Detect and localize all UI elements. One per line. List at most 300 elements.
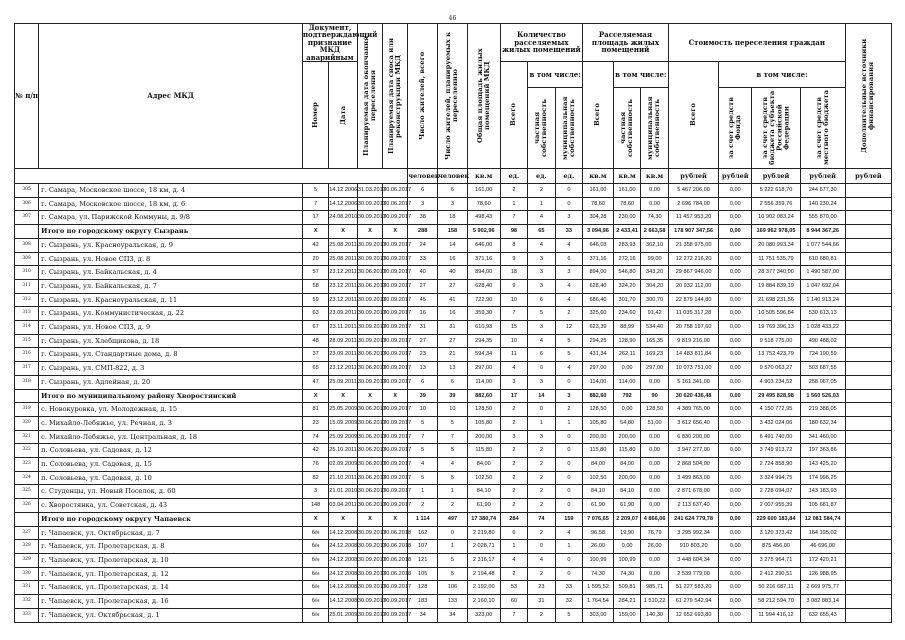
cell-rm: 0 xyxy=(555,197,582,211)
cell-ap: 114,00 xyxy=(613,375,640,389)
cell-rp: 6 xyxy=(528,348,555,362)
cell-rp: 3 xyxy=(528,321,555,335)
unit-cell: ед. xyxy=(528,169,555,184)
cell-no xyxy=(15,512,39,526)
cell-addr: г. Сызрань, ул. СМП-822, д. 3 xyxy=(39,362,303,376)
cell-cf: 0,00 xyxy=(719,211,752,225)
cell-cs: 9 570 063,27 xyxy=(752,362,800,376)
cell-res: 23 xyxy=(408,348,438,362)
cell-am: 985,71 xyxy=(641,581,668,595)
cell-cs: 3 432 024,06 xyxy=(752,416,800,430)
cell-addr: с. Михайло-Лебяжье, ул. Речная, д. 3 xyxy=(39,416,303,430)
cell-ap: 509,81 xyxy=(613,581,640,595)
cell-rm: 6 xyxy=(555,252,582,266)
cell-at: 325,60 xyxy=(583,307,614,321)
cell-rt: 2 xyxy=(500,403,527,417)
cell-area: 594,34 xyxy=(467,348,500,362)
cell-date: 23.12.2011 xyxy=(329,279,358,293)
cell-area: 78,60 xyxy=(467,197,500,211)
cell-res: 1 xyxy=(408,485,438,499)
cell-date: 25.10.2011 xyxy=(329,444,358,458)
cell-ap: 0,00 xyxy=(613,540,640,554)
cell-am: 1 510,22 xyxy=(641,595,668,609)
cell-rt: 3 xyxy=(500,375,527,389)
cell-cf: 0,00 xyxy=(719,389,752,403)
cell-rt: 1 xyxy=(500,540,527,554)
cell-res: 13 xyxy=(408,362,438,376)
cell-res: 5 xyxy=(408,471,438,485)
cell-ap: 301,70 xyxy=(613,293,640,307)
unit-cell: ед. xyxy=(500,169,527,184)
cell-rm: 0 xyxy=(555,499,582,513)
cell-cl: 490 488,02 xyxy=(800,334,845,348)
table-row xyxy=(15,540,892,554)
cell-no: 330 xyxy=(15,567,39,581)
cell-num: 42 xyxy=(302,444,328,458)
cell-rt: 53 xyxy=(500,581,527,595)
cell-dem: X xyxy=(383,225,408,239)
cell-cs: 21 698 231,56 xyxy=(752,293,800,307)
cell-res: 183 xyxy=(408,595,438,609)
cell-am: 534,40 xyxy=(641,321,668,335)
cell-num: 48 xyxy=(302,334,328,348)
cell-cs: 9 518 775,00 xyxy=(752,334,800,348)
cell-am: 91,42 xyxy=(641,307,668,321)
cell-ap: 2 209,07 xyxy=(613,512,640,526)
cell-ap: 0,00 xyxy=(613,403,640,417)
cell-no: 309 xyxy=(15,252,39,266)
cell-addr: г. Сызрань, ул. Новое СПЗ, д. 8 xyxy=(39,252,303,266)
cell-rm: 0 xyxy=(555,184,582,198)
cell-rp: 2 xyxy=(528,499,555,513)
cell-end: 30.09.2017 xyxy=(357,238,382,252)
cell-at: 26,00 xyxy=(583,540,614,554)
cell-date: 21.01.2010 xyxy=(329,485,358,499)
cell-rm: 5 xyxy=(555,348,582,362)
cell-am: 0,00 xyxy=(641,197,668,211)
table-row xyxy=(15,430,892,444)
cell-resp: 5 xyxy=(438,471,468,485)
cell-rt: 2 xyxy=(500,458,527,472)
cell-area: 323,00 xyxy=(467,608,500,622)
cell-ce xyxy=(845,458,891,472)
cell-end: X xyxy=(357,389,382,403)
cell-no: 310 xyxy=(15,266,39,280)
cell-resp: 0 xyxy=(438,526,468,540)
cell-area: 105,80 xyxy=(467,416,500,430)
header-address: Адрес МКД xyxy=(39,24,303,169)
cell-end: 30.09.2017 xyxy=(357,252,382,266)
cell-ce xyxy=(845,375,891,389)
cell-dem: 30.09.2017 xyxy=(383,595,408,609)
cell-no: 322 xyxy=(15,444,39,458)
cell-dem: 30.09.2017 xyxy=(383,458,408,472)
cell-at: 200,00 xyxy=(583,430,614,444)
cell-date: 24.12.2008 xyxy=(329,540,358,554)
cell-cl: 174 996,25 xyxy=(800,471,845,485)
header-area-private: частная собственность xyxy=(613,88,640,169)
cell-ap: 792 xyxy=(613,389,640,403)
cell-cf: 0,00 xyxy=(719,444,752,458)
cell-cs: 4 903 234,52 xyxy=(752,375,800,389)
cell-rp: 2 xyxy=(528,485,555,499)
cell-ce xyxy=(845,334,891,348)
cell-rp: 14 xyxy=(528,389,555,403)
cell-cs: 11 994 416,12 xyxy=(752,608,800,622)
cell-cf: 0,00 xyxy=(719,567,752,581)
cell-area: 297,00 xyxy=(467,362,500,376)
cell-end: 30.09.2017 xyxy=(357,581,382,595)
cell-resp: 27 xyxy=(438,334,468,348)
cell-area: 882,60 xyxy=(467,389,500,403)
cell-area: 102,50 xyxy=(467,471,500,485)
cell-no: 333 xyxy=(15,608,39,622)
cell-rm: 3 xyxy=(555,389,582,403)
cell-resp: 21 xyxy=(438,348,468,362)
cell-ce xyxy=(845,581,891,595)
cell-rt: 17 xyxy=(500,389,527,403)
cell-dem: 30.09.2017 xyxy=(383,293,408,307)
cell-ct: 10 073 751,00 xyxy=(668,362,719,376)
cell-addr: г. Сызрань, ул. Адлейная, д. 20 xyxy=(39,375,303,389)
cell-cl: 341 460,00 xyxy=(800,430,845,444)
cell-cs: 2 556 359,76 xyxy=(752,197,800,211)
cell-cs: 19 884 839,19 xyxy=(752,279,800,293)
cell-ap: 159,00 xyxy=(613,608,640,622)
cell-addr: с. Студенцы, ул. Новый Поселок, д. 60 xyxy=(39,485,303,499)
cell-end: 30.06.2017 xyxy=(357,266,382,280)
cell-resp: 16 xyxy=(438,307,468,321)
cell-rp: 3 xyxy=(528,252,555,266)
header-no: № п/п xyxy=(15,24,39,169)
cell-addr: г. Чапаевск, ул. Пролетарская, д. 8 xyxy=(39,540,303,554)
cell-area: 2 316,17 xyxy=(467,553,500,567)
cell-cl: 503 687,55 xyxy=(800,362,845,376)
cell-cl: 1 028 433,22 xyxy=(800,321,845,335)
cell-dem: 30.09.2017 xyxy=(383,362,408,376)
cell-rm: 33 xyxy=(555,225,582,239)
table-row xyxy=(15,238,892,252)
cell-rm: 12 xyxy=(555,321,582,335)
table-row xyxy=(15,279,892,293)
cell-no: 332 xyxy=(15,595,39,609)
unit-cell: человек xyxy=(408,169,438,184)
cell-res: 16 xyxy=(408,307,438,321)
cell-end: 30.06.2017 xyxy=(357,485,382,499)
cell-rm: 1 xyxy=(555,416,582,430)
header-cost-including: в том числе: xyxy=(719,62,845,88)
cell-resp: 14 xyxy=(438,238,468,252)
cell-resp: 40 xyxy=(438,266,468,280)
cell-resp: 5 xyxy=(438,553,468,567)
cell-addr: г. Чапаевск, ул. Пролетарская, д. 10 xyxy=(39,553,303,567)
cell-ct: 21 358 975,00 xyxy=(668,238,719,252)
header-area-resettled: Расселяемая площадь жилых помещений xyxy=(583,24,669,62)
cell-am: 128,50 xyxy=(641,403,668,417)
cell-at: 84,00 xyxy=(583,458,614,472)
cell-at: 294,25 xyxy=(583,334,614,348)
cell-am: 4 866,06 xyxy=(641,512,668,526)
cell-rm: 0 xyxy=(555,567,582,581)
cell-ct: 178 907 347,56 xyxy=(668,225,719,239)
cell-ce xyxy=(845,526,891,540)
cell-cs: 19 769 396,13 xyxy=(752,321,800,335)
unit-cell: рублей xyxy=(752,169,800,184)
table-row xyxy=(15,266,892,280)
cell-res: 27 xyxy=(408,279,438,293)
cell-am: 297,00 xyxy=(641,362,668,376)
cell-ap: 100,99 xyxy=(613,553,640,567)
cell-at: 297,00 xyxy=(583,362,614,376)
cell-end: 30.06.2017 xyxy=(357,348,382,362)
cell-no: 319 xyxy=(15,403,39,417)
cell-area: 115,80 xyxy=(467,444,500,458)
cell-num: 82 xyxy=(302,471,328,485)
cell-ap: 84,10 xyxy=(613,485,640,499)
cell-rm: 33 xyxy=(555,581,582,595)
cell-resp: 16 xyxy=(438,252,468,266)
cell-cf: 0,00 xyxy=(719,266,752,280)
cell-cl: 140 230,24 xyxy=(800,197,845,211)
cell-date: 02.09.2009 xyxy=(329,458,358,472)
units-row xyxy=(15,169,892,184)
cell-num: 59 xyxy=(302,293,328,307)
unit-cell: ед. xyxy=(555,169,582,184)
table-row xyxy=(15,458,892,472)
cell-ap: 283,93 xyxy=(613,238,640,252)
cell-dem: 30.06.2018 xyxy=(383,553,408,567)
cell-num: 42 xyxy=(302,238,328,252)
cell-am: 0,00 xyxy=(641,485,668,499)
cell-ct: 910 803,20 xyxy=(668,540,719,554)
cell-ce xyxy=(845,540,891,554)
cell-end: 30.09.2017 xyxy=(357,608,382,622)
cell-rp: 1 xyxy=(528,416,555,430)
cell-rt: 2 xyxy=(500,444,527,458)
cell-cf: 0,00 xyxy=(719,362,752,376)
cell-res: 162 xyxy=(408,526,438,540)
cell-cl: 1 047 692,04 xyxy=(800,279,845,293)
cell-am: 140,30 xyxy=(641,608,668,622)
cell-rm: 3 xyxy=(555,211,582,225)
cell-num: б/н xyxy=(302,553,328,567)
cell-num: б/н xyxy=(302,595,328,609)
cell-rp: 2 xyxy=(528,608,555,622)
cell-at: 128,50 xyxy=(583,403,614,417)
resettlement-table-wrap xyxy=(14,23,892,623)
cell-num: 47 xyxy=(302,375,328,389)
cell-ct: 5 161 341,00 xyxy=(668,375,719,389)
cell-dem: 30.09.2017 xyxy=(383,444,408,458)
header-planned-demolition: Планируемая дата сноса или реконструкции МКД xyxy=(383,24,408,169)
cell-end: 30.06.2017 xyxy=(357,416,382,430)
header-extra-sources: Дополнительные источники финансирования xyxy=(845,24,891,169)
table-row xyxy=(15,444,892,458)
cell-at: 114,00 xyxy=(583,375,614,389)
cell-am: 51,00 xyxy=(641,416,668,430)
cell-date: 14.12.2006 xyxy=(329,197,358,211)
cell-ce xyxy=(845,238,891,252)
cell-at: 686,40 xyxy=(583,293,614,307)
cell-addr: п. Соловьева, ул. Садовая, д. 10 xyxy=(39,471,303,485)
table-row xyxy=(15,485,892,499)
header-rooms-municipal: муниципальная собственность xyxy=(555,88,582,169)
cell-cs: 4 150 772,95 xyxy=(752,403,800,417)
unit-cell: рублей xyxy=(719,169,752,184)
cell-at: 431,34 xyxy=(583,348,614,362)
cell-am: 0,00 xyxy=(641,375,668,389)
cell-ce xyxy=(845,430,891,444)
header-doc-date: Дата xyxy=(329,62,358,169)
cell-at: 115,80 xyxy=(583,444,614,458)
cell-res: 34 xyxy=(408,608,438,622)
cell-dem: 30.09.2017 xyxy=(383,307,408,321)
cell-cf: 0,00 xyxy=(719,197,752,211)
cell-cs: 50 216 687,11 xyxy=(752,581,800,595)
cell-num: б/н xyxy=(302,526,328,540)
cell-ce xyxy=(845,499,891,513)
cell-ce xyxy=(845,197,891,211)
table-row xyxy=(15,334,892,348)
cell-num: 65 xyxy=(302,362,328,376)
cell-am: 0,00 xyxy=(641,444,668,458)
cell-cf: 0,00 xyxy=(719,430,752,444)
cell-ap: 78,60 xyxy=(613,197,640,211)
cell-no: 325 xyxy=(15,485,39,499)
cell-date: 03.04.2011 xyxy=(329,499,358,513)
cell-dem: 30.09.2017 xyxy=(383,334,408,348)
cell-date: 24.12.2008 xyxy=(329,567,358,581)
cell-ce xyxy=(845,321,891,335)
cell-resp: 2 xyxy=(438,499,468,513)
cell-at: 102,50 xyxy=(583,471,614,485)
cell-ct: 12 272 216,20 xyxy=(668,252,719,266)
cell-cf: 0,00 xyxy=(719,581,752,595)
unit-cell: рублей xyxy=(800,169,845,184)
cell-cs: 28 377 340,00 xyxy=(752,266,800,280)
cell-cs: 13 752 423,79 xyxy=(752,348,800,362)
cell-cs: 3 275 964,71 xyxy=(752,553,800,567)
cell-date: 23.09.2011 xyxy=(329,348,358,362)
cell-cf: 0,00 xyxy=(719,553,752,567)
cell-ap: 74,30 xyxy=(613,567,640,581)
cell-area: 294,35 xyxy=(467,334,500,348)
cell-am: 26,00 xyxy=(641,540,668,554)
cell-res: 6 xyxy=(408,375,438,389)
cell-rt: 8 xyxy=(500,238,527,252)
cell-addr: г. Чапаевск, ул. Пролетарская, д. 16 xyxy=(39,595,303,609)
cell-end: 30.06.2017 xyxy=(357,458,382,472)
cell-ap: 161,00 xyxy=(613,184,640,198)
cell-no: 324 xyxy=(15,471,39,485)
cell-ap: 19,90 xyxy=(613,526,640,540)
cell-cf: 0,00 xyxy=(719,458,752,472)
cell-rt: 2 xyxy=(500,485,527,499)
cell-ct: 14 483 811,84 xyxy=(668,348,719,362)
cell-at: 646,03 xyxy=(583,238,614,252)
cell-rm: 32 xyxy=(555,595,582,609)
cell-rm: 0 xyxy=(555,471,582,485)
cell-rm: 4 xyxy=(555,362,582,376)
cell-cs: 3 749 913,72 xyxy=(752,444,800,458)
cell-area: 2 219,80 xyxy=(467,526,500,540)
cell-cl: 530 613,13 xyxy=(800,307,845,321)
cell-no: 307 xyxy=(15,211,39,225)
cell-ct: 2 113 637,40 xyxy=(668,499,719,513)
cell-res: 6 xyxy=(408,184,438,198)
cell-area: 498,43 xyxy=(467,211,500,225)
cell-rm: 159 xyxy=(555,512,582,526)
cell-end: 30.06.2017 xyxy=(357,430,382,444)
header-cost-subject: за счет средств бюджета субъекта Российской Федерации xyxy=(752,88,800,169)
cell-ce xyxy=(845,307,891,321)
cell-ap: 546,80 xyxy=(613,266,640,280)
cell-cl: 632 655,43 xyxy=(800,608,845,622)
cell-end: 30.06.2017 xyxy=(357,471,382,485)
subtotal-row xyxy=(15,225,892,239)
cell-res: 38 xyxy=(408,211,438,225)
cell-cl: 164 195,02 xyxy=(800,526,845,540)
cell-dem: 30.09.2017 xyxy=(383,403,408,417)
cell-at: 84,10 xyxy=(583,485,614,499)
cell-res: 40 xyxy=(408,266,438,280)
cell-dem: 30.09.2017 xyxy=(383,485,408,499)
cell-end: 30.09.2017 xyxy=(357,567,382,581)
cell-area: 646,00 xyxy=(467,238,500,252)
cell-num: 74 xyxy=(302,430,328,444)
cell-cl: 1 560 526,03 xyxy=(800,389,845,403)
cell-cl: 180 632,34 xyxy=(800,416,845,430)
cell-res: 2 xyxy=(408,499,438,513)
cell-rt: 7 xyxy=(500,307,527,321)
header-area-total: Всего xyxy=(583,62,614,169)
cell-resp: 6 xyxy=(438,375,468,389)
cell-rm: 0 xyxy=(555,458,582,472)
cell-addr: г. Сызрань, ул. Коммунистическая, д. 22 xyxy=(39,307,303,321)
cell-no xyxy=(15,225,39,239)
table-row xyxy=(15,293,892,307)
cell-dem: 30.06.2018 xyxy=(383,526,408,540)
cell-date: 23.12.2011 xyxy=(329,293,358,307)
cell-no: 315 xyxy=(15,334,39,348)
cell-resp: 18 xyxy=(438,211,468,225)
cell-area: 84,00 xyxy=(467,458,500,472)
cell-no: 311 xyxy=(15,279,39,293)
cell-cf: 0,00 xyxy=(719,348,752,362)
cell-resp: 10 xyxy=(438,403,468,417)
cell-res: 3 xyxy=(408,197,438,211)
cell-ap: 54,80 xyxy=(613,416,640,430)
cell-rm: 4 xyxy=(555,279,582,293)
cell-date: 14.12.2008 xyxy=(329,595,358,609)
cell-rm: 0 xyxy=(555,430,582,444)
cell-num: X xyxy=(302,389,328,403)
cell-addr: п. Соловьева, ул. Садовая, д. 15 xyxy=(39,458,303,472)
cell-cl: 258 067,05 xyxy=(800,375,845,389)
cell-cs: 10 902 083,24 xyxy=(752,211,800,225)
cell-ce xyxy=(845,252,891,266)
cell-rp: 6 xyxy=(528,293,555,307)
cell-addr: Итого по городскому округу Чапаевск xyxy=(39,512,303,526)
cell-dem: 30.09.2017 xyxy=(383,279,408,293)
cell-res: 288 xyxy=(408,225,438,239)
cell-resp: 1 xyxy=(438,540,468,554)
subtotal-row xyxy=(15,512,892,526)
cell-date: X xyxy=(329,225,358,239)
cell-cl: 197 363,86 xyxy=(800,444,845,458)
cell-end: 30.09.2017 xyxy=(357,197,382,211)
cell-addr: г. Сызрань, ул. Стандартные дома, д. 8 xyxy=(39,348,303,362)
